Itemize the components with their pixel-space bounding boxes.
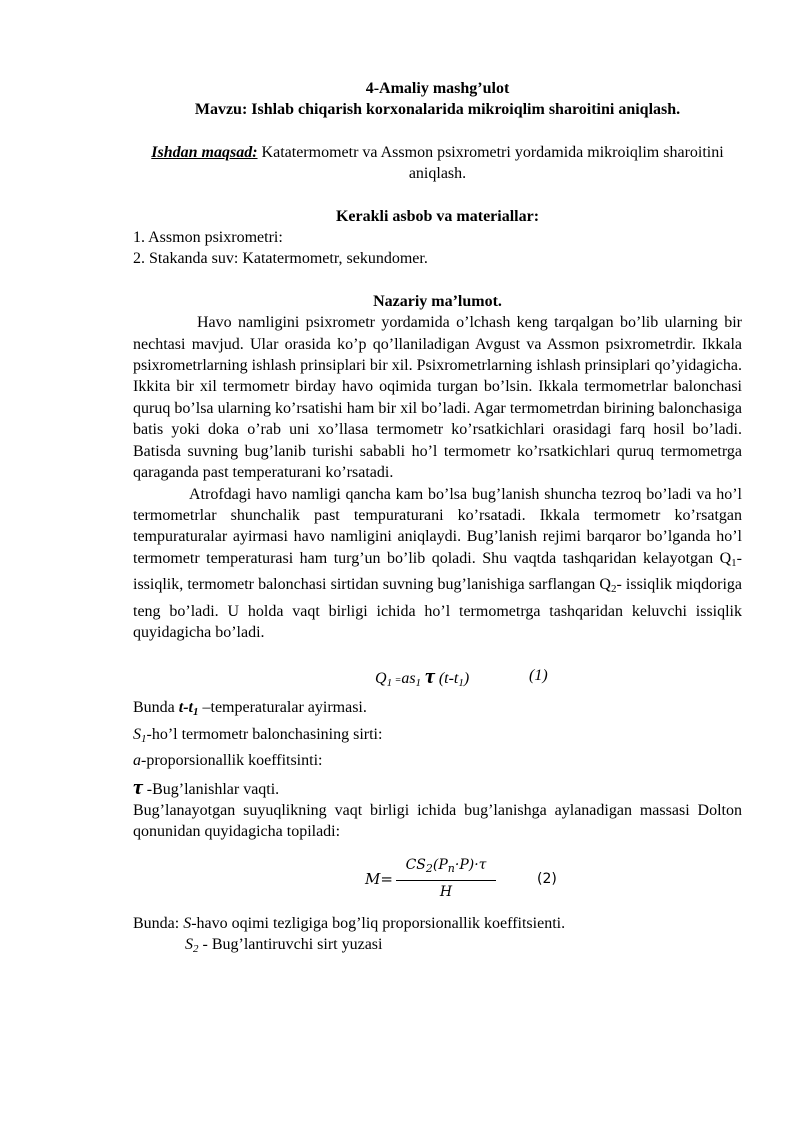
mass-paragraph: Bug’lanayotgan suyuqlikning vaqt birligi ichida bug’lanishga aylanadigan massasi Dolton qonunidan quyidagicha topiladi: xyxy=(133,801,742,841)
tt-symbol: t-t xyxy=(178,699,193,717)
definition-t xyxy=(133,697,742,723)
subscript-2: 2 xyxy=(610,583,617,596)
document-page xyxy=(133,78,742,961)
bunda-label-2: Bunda: xyxy=(133,914,184,932)
formula-q-sub: 1 xyxy=(386,677,393,690)
formula-close: ) xyxy=(463,670,470,688)
materials-heading: Kerakli asbob va materiallar: xyxy=(335,207,540,225)
formula-1-expression xyxy=(375,665,469,694)
formula-2-lhs: M= xyxy=(365,869,393,888)
num-sub: 2 xyxy=(425,861,433,875)
s2-text: - Bug’lantiruvchi sirt yuzasi xyxy=(198,936,383,954)
goal-label: Ishdan maqsad: xyxy=(151,143,258,161)
formula-as: as xyxy=(401,670,416,688)
formula-eq: = xyxy=(392,675,402,687)
num-cs: CS xyxy=(405,856,426,873)
s-symbol: S xyxy=(133,725,141,743)
s2-symbol: S xyxy=(185,936,193,954)
formula-as-sub: 1 xyxy=(415,677,422,690)
bunda-label: Bunda xyxy=(133,699,179,717)
pn-sub: n xyxy=(447,861,455,875)
definition-s1 xyxy=(133,724,742,750)
page-title: 4-Amaliy mashg’ulot xyxy=(365,80,510,97)
definition-a xyxy=(133,750,742,771)
formula-2 xyxy=(133,855,742,905)
goal-text: Katatermometr va Assmon psixrometri yordamida mikroiqlim sharoitini aniqlash. xyxy=(257,143,724,183)
s2-sub: 2 xyxy=(193,943,199,956)
theory-p2-part-c: - issiqlik miqdoriga teng bo’ladi. U holda vaqt birligi ichida ho’l termometrga tashqaridan keluvchi issiqlik quyidagicha bo’ladi. xyxy=(133,576,743,641)
definition-tau xyxy=(133,773,742,800)
s-symbol-2: S xyxy=(183,914,192,932)
formula-1-number: (1) xyxy=(529,667,548,685)
formula-2-number: (2) xyxy=(537,870,557,887)
theory-paragraph-2 xyxy=(133,484,742,644)
formula-rest-sub: 1 xyxy=(458,677,464,690)
materials-item: 1. Assmon psixrometri: xyxy=(133,229,283,247)
bottom-line-2 xyxy=(133,934,742,960)
formula-2-numerator xyxy=(396,855,496,881)
tau-symbol: τ xyxy=(133,773,143,799)
tau-text: -Bug’lanishlar vaqti. xyxy=(142,780,280,798)
subscript-1: 1 xyxy=(731,556,737,569)
num-rest: (P xyxy=(432,856,448,873)
topic-line: Mavzu: Ishlab chiqarish korxonalarida mikroiqlim sharoitini aniqlash. xyxy=(194,101,681,119)
s-text: -ho’l termometr balonchasining sirti: xyxy=(146,725,383,743)
a-text: -proporsionallik koeffitsinti: xyxy=(141,752,323,770)
theory-heading: Nazariy ma’lumot. xyxy=(373,292,502,310)
formula-2-denominator: H xyxy=(439,884,453,901)
formula-q: Q xyxy=(375,670,387,688)
tau-symbol: τ xyxy=(425,663,435,689)
theory-p2-part-a: Atrofdagi havo namligi qancha kam bo’lsa bug’lanish shuncha tezroq bo’ladi va ho’l termometrlar shunchalik past tempuraturani ko’rsatadi. Ikkala termometr ko’rsatgan tempuraturalar ayirmasi havo namligini aniqlaydi. Bug’lanish rejimi barqaror bo’lganda ho’l termometr temperaturasi ham turg’un bo’lib qoladi. Shu vaqtda tashqaridan kelayotgan Q xyxy=(133,485,742,567)
a-symbol: a xyxy=(133,752,141,770)
goal-paragraph xyxy=(133,142,742,185)
tt-text: –temperaturalar ayirmasi. xyxy=(198,699,367,717)
theory-paragraph-1: Havo namligini psixrometr yordamida o’lchash keng tarqalgan bo’lib ularning bir nechtasi mavjud. Ular orasida ko’p qo’llaniladigan Avgust va Assmon psixrometrdir. Ikkala psixrometrlarning ishlash prinsiplari bir xil. Psixrometrlarning ishlash prinsiplari qo’yidagicha. Ikkita bir xil termometr birday havo oqimida turgan bo’lsin. Ikkala termometrlar balonchasi quruq bo’lsa ularning ko’rsatishi ham bir xil bo’ladi. Agar termometrdan birining balonchasiga batis yoki doka o’rab uni xo’llasa termometr ko’rsatkichlari orasidagi farq hosil bo’ladi. Batisda suvning bug’lanib turishi sababli ho’l termometr ko’rsatkichlari quruq termometrga qaraganda past temperaturani ko’rsatadi. xyxy=(133,314,742,482)
formula-2-fraction xyxy=(396,855,496,904)
s-sub: 1 xyxy=(141,732,147,745)
bottom-line-1 xyxy=(133,913,742,934)
theory-p2-part-b: - issiqlik, termometr balonchasi sirtidan suvning bug’lanishiga sarflangan Q xyxy=(133,549,742,594)
num-rest2: ·P)·τ xyxy=(454,856,487,873)
formula-rest: (t-t xyxy=(434,670,459,688)
materials-item: 2. Stakanda suv: Katatermometr, sekundomer. xyxy=(133,250,428,268)
formula-1 xyxy=(133,657,742,697)
s-def-text: -havo oqimi tezligiga bog’liq proporsionallik koeffitsienti. xyxy=(191,914,566,932)
tt-sub: 1 xyxy=(193,706,199,719)
